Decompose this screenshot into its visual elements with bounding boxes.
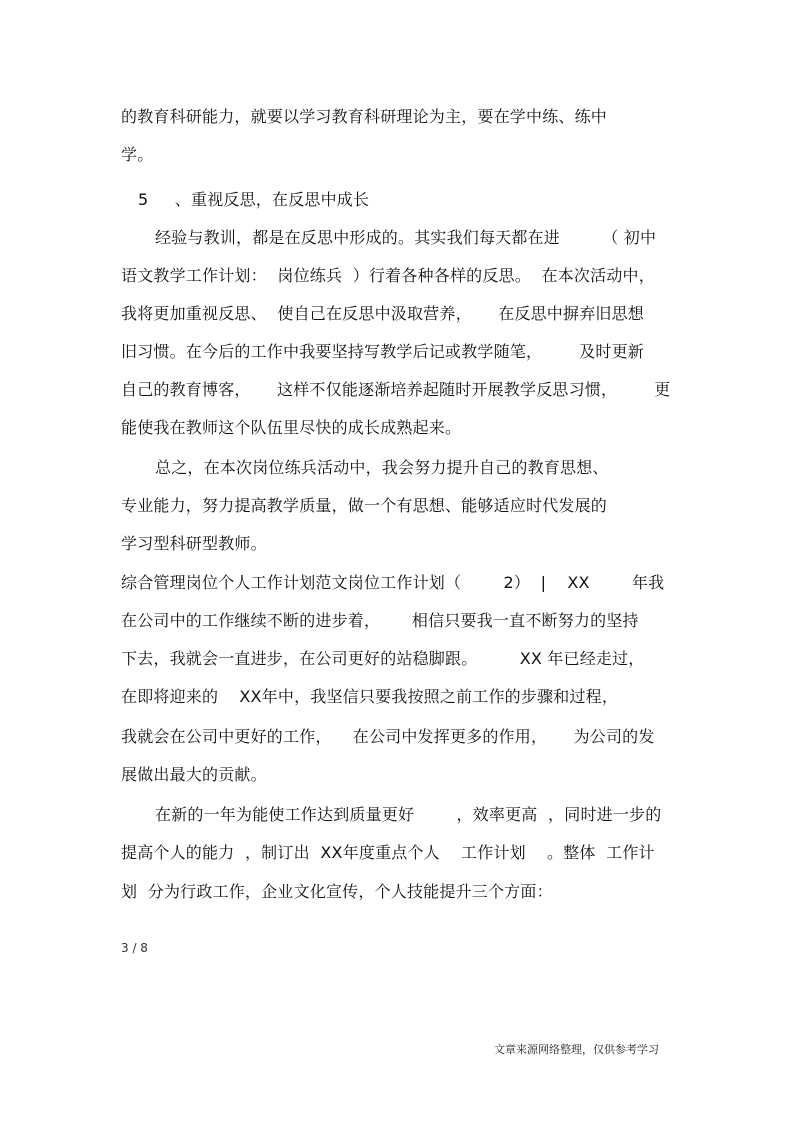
- text-line: 我就会在公司中更好的工作， 在公司中发挥更多的作用， 为公司的发: [121, 727, 655, 746]
- text-line: 5 、重视反思，在反思中成长: [138, 190, 370, 209]
- text-line: 展做出最大的贡献。: [121, 765, 267, 784]
- text-line: 经验与教训，都是在反思中形成的。其实我们每天都在进 （ 初中: [155, 228, 657, 247]
- page-number: 3 / 8: [121, 941, 148, 955]
- text-line: 自己的教育博客， 这样不仅能逐渐培养起随时开展教学反思习惯， 更: [121, 380, 671, 399]
- text-line: 专业能力，努力提高教学质量，做一个有思想、能够适应时代发展的: [121, 496, 608, 515]
- text-line: 能使我在教师这个队伍里尽快的成长成熟起来。: [121, 418, 462, 437]
- text-line: 旧习惯。在今后的工作中我要坚持写教学后记或教学随笔， 及时更新: [121, 342, 645, 361]
- text-line: 下去，我就会一直进步，在公司更好的站稳脚跟。 XX 年已经走过，: [121, 649, 645, 668]
- text-line: 总之，在本次岗位练兵活动中，我会努力提升自己的教育思想、: [155, 458, 609, 477]
- text-line: 学习型科研型教师。: [121, 534, 267, 553]
- text-line: 在公司中的工作继续不断的进步着， 相信只要我一直不断努力的坚持: [121, 611, 639, 630]
- text-line: 语文教学工作计划： 岗位练兵 ）行着各种各样的反思。 在本次活动中，: [121, 266, 655, 285]
- text-line: 的教育科研能力，就要以学习教育科研理论为主，要在学中练、练中: [121, 107, 608, 126]
- text-line: 在即将迎来的 XX年中，我坚信只要我按照之前工作的步骤和过程，: [121, 687, 619, 706]
- text-line: 提高个人的能力 ，制订出 XX年度重点个人 工作计划 。整体 工作计: [121, 843, 655, 862]
- text-line: 综合管理岗位个人工作计划范文岗位工作计划（ 2） | XX 年我: [121, 573, 665, 592]
- text-line: 学。: [121, 145, 154, 164]
- footer-note: 文章来源网络整理，仅供参考学习: [494, 1043, 659, 1056]
- text-line: 在新的一年为能使工作达到质量更好 ，效率更高 ，同时进一步的: [155, 805, 662, 824]
- text-line: 我将更加重视反思、 使自己在反思中汲取营养， 在反思中摒弃旧思想: [121, 304, 645, 323]
- text-line: 划 分为行政工作，企业文化宣传，个人技能提升三个方面：: [121, 882, 553, 901]
